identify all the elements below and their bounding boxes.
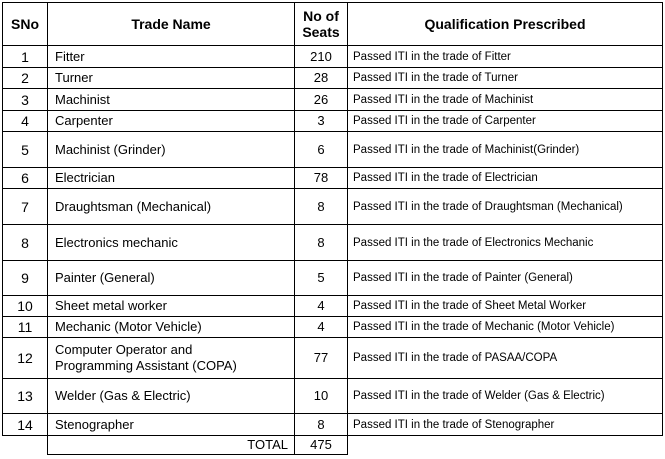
header-row: [3, 3, 663, 46]
header-sno: SNo: [3, 3, 48, 46]
qualification-cell: Passed ITI in the trade of Draughtsman (Mechanical): [348, 189, 663, 225]
trade-cell: Electrician: [48, 168, 295, 189]
blank-cell: [3, 436, 48, 455]
seats-cell: 8: [295, 414, 348, 436]
total-value: 475: [295, 436, 348, 455]
trade-cell: Fitter: [48, 46, 295, 68]
trade-cell: [48, 338, 295, 379]
qualification-cell: Passed ITI in the trade of Painter (General): [348, 261, 663, 296]
qualification-cell: Passed ITI in the trade of Fitter: [348, 46, 663, 68]
trade-cell: Electronics mechanic: [48, 225, 295, 261]
sno-cell: 12: [3, 338, 48, 379]
header-seats-line2: Seats: [302, 24, 340, 40]
trade-cell: Sheet metal worker: [48, 296, 295, 317]
table-row: [3, 46, 663, 68]
seats-cell: 210: [295, 46, 348, 68]
trade-cell: Turner: [48, 68, 295, 89]
seats-cell: 10: [295, 379, 348, 414]
trade-cell: Welder (Gas & Electric): [48, 379, 295, 414]
trade-cell: Stenographer: [48, 414, 295, 436]
sno-cell: 1: [3, 46, 48, 68]
trade-cell: Machinist: [48, 89, 295, 111]
table-row: [3, 168, 663, 189]
total-row: [3, 436, 663, 455]
qualification-cell: Passed ITI in the trade of Carpenter: [348, 111, 663, 132]
table-row: [3, 261, 663, 296]
trade-cell: Painter (General): [48, 261, 295, 296]
table-row: [3, 414, 663, 436]
sno-cell: 3: [3, 89, 48, 111]
trade-cell: Mechanic (Motor Vehicle): [48, 317, 295, 338]
trades-table: [2, 2, 663, 455]
seats-cell: 4: [295, 296, 348, 317]
trade-cell-line2: Programming Assistant (COPA): [55, 358, 237, 373]
sno-cell: 2: [3, 68, 48, 89]
header-qualification: Qualification Prescribed: [348, 3, 663, 46]
seats-cell: 28: [295, 68, 348, 89]
seats-cell: 8: [295, 189, 348, 225]
qualification-cell: Passed ITI in the trade of PASAA/COPA: [348, 338, 663, 379]
seats-cell: 3: [295, 111, 348, 132]
trade-cell: Machinist (Grinder): [48, 132, 295, 168]
header-no-of-seats: [295, 3, 348, 46]
seats-cell: 6: [295, 132, 348, 168]
sno-cell: 8: [3, 225, 48, 261]
seats-cell: 4: [295, 317, 348, 338]
seats-cell: 8: [295, 225, 348, 261]
sno-cell: 13: [3, 379, 48, 414]
table-row: [3, 317, 663, 338]
table-row: [3, 225, 663, 261]
header-trade-name: Trade Name: [48, 3, 295, 46]
sno-cell: 7: [3, 189, 48, 225]
table-row: [3, 89, 663, 111]
qualification-cell: Passed ITI in the trade of Turner: [348, 68, 663, 89]
seats-cell: 77: [295, 338, 348, 379]
table-row: [3, 296, 663, 317]
qualification-cell: Passed ITI in the trade of Electronics Mechanic: [348, 225, 663, 261]
header-seats-line1: No of: [303, 8, 339, 24]
blank-cell: [348, 436, 663, 455]
seats-cell: 78: [295, 168, 348, 189]
trade-cell-line1: Computer Operator and: [55, 342, 193, 357]
sno-cell: 6: [3, 168, 48, 189]
qualification-cell: Passed ITI in the trade of Sheet Metal Worker: [348, 296, 663, 317]
qualification-cell: Passed ITI in the trade of Welder (Gas & Electric): [348, 379, 663, 414]
sno-cell: 10: [3, 296, 48, 317]
table-row: [3, 379, 663, 414]
qualification-cell: Passed ITI in the trade of Machinist(Grinder): [348, 132, 663, 168]
trade-cell: Carpenter: [48, 111, 295, 132]
trade-cell: Draughtsman (Mechanical): [48, 189, 295, 225]
sno-cell: 5: [3, 132, 48, 168]
table-row: [3, 338, 663, 379]
table-row: [3, 189, 663, 225]
sno-cell: 11: [3, 317, 48, 338]
table-row: [3, 132, 663, 168]
sno-cell: 9: [3, 261, 48, 296]
qualification-cell: Passed ITI in the trade of Stenographer: [348, 414, 663, 436]
sno-cell: 14: [3, 414, 48, 436]
total-label: TOTAL: [48, 436, 295, 455]
seats-cell: 26: [295, 89, 348, 111]
table-row: [3, 68, 663, 89]
sno-cell: 4: [3, 111, 48, 132]
qualification-cell: Passed ITI in the trade of Machinist: [348, 89, 663, 111]
qualification-cell: Passed ITI in the trade of Mechanic (Motor Vehicle): [348, 317, 663, 338]
seats-cell: 5: [295, 261, 348, 296]
table-row: [3, 111, 663, 132]
qualification-cell: Passed ITI in the trade of Electrician: [348, 168, 663, 189]
